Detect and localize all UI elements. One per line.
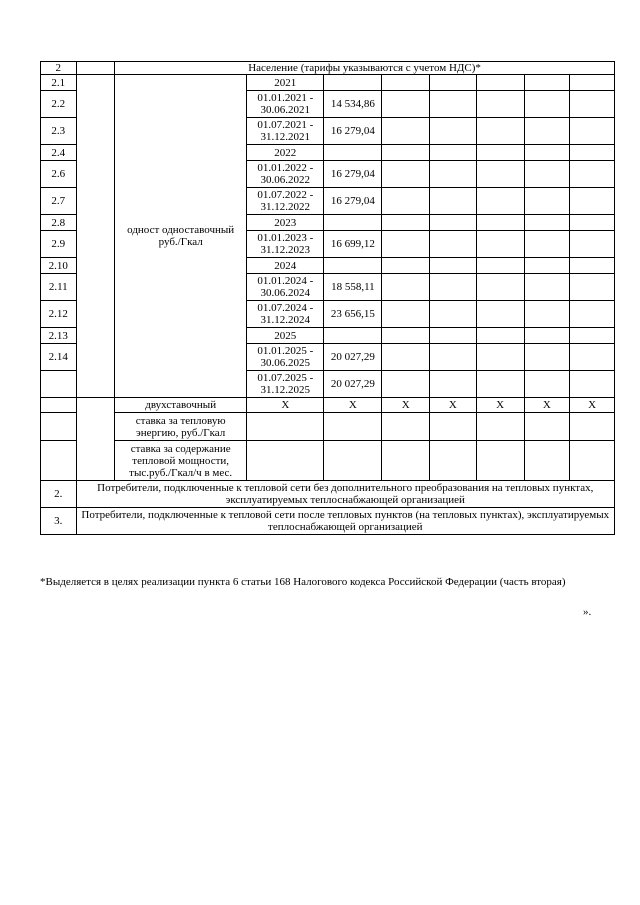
row-number: 2.12 bbox=[41, 301, 77, 328]
empty-cell bbox=[382, 328, 430, 344]
period-year: 2025 bbox=[247, 328, 324, 344]
period-end: 31.12.2025 bbox=[260, 384, 311, 396]
two-rate-row bbox=[41, 398, 615, 413]
tariff-value: 16 699,12 bbox=[324, 231, 382, 258]
empty-cell bbox=[430, 344, 477, 371]
empty-cell bbox=[76, 75, 115, 398]
empty-cell bbox=[247, 413, 324, 441]
empty-cell bbox=[570, 413, 615, 441]
row-number: 2.11 bbox=[41, 274, 77, 301]
empty-cell bbox=[570, 118, 615, 145]
empty-cell bbox=[430, 274, 477, 301]
row-number: 2.8 bbox=[41, 215, 77, 231]
empty-cell bbox=[570, 371, 615, 398]
closing-quote-mark: ». bbox=[583, 606, 592, 618]
period-start: 01.07.2025 - bbox=[257, 372, 314, 384]
period-end: 30.06.2022 bbox=[260, 174, 311, 186]
tariff-value bbox=[324, 328, 382, 344]
period-year: 2021 bbox=[247, 75, 324, 91]
period-start: 01.07.2021 - bbox=[257, 119, 314, 131]
empty-cell bbox=[476, 91, 524, 118]
empty-cell bbox=[430, 215, 477, 231]
section-number: 2. bbox=[41, 481, 77, 508]
row-number: 2.10 bbox=[41, 258, 77, 274]
empty-cell bbox=[476, 215, 524, 231]
empty-cell bbox=[570, 161, 615, 188]
row-number: 2.3 bbox=[41, 118, 77, 145]
empty-cell bbox=[382, 301, 430, 328]
row-number: 2 bbox=[41, 62, 77, 75]
empty-cell bbox=[430, 371, 477, 398]
empty-cell bbox=[382, 371, 430, 398]
period-range bbox=[247, 231, 324, 258]
x-mark: X bbox=[570, 398, 615, 413]
section-2-row bbox=[41, 481, 615, 508]
empty-cell bbox=[570, 231, 615, 258]
empty-cell bbox=[524, 274, 570, 301]
tariff-value: 23 656,15 bbox=[324, 301, 382, 328]
empty-cell bbox=[430, 91, 477, 118]
period-end: 30.06.2024 bbox=[260, 287, 311, 299]
energy-rate-label: ставка за тепловую энергию, руб./Гкал bbox=[115, 413, 247, 441]
empty-cell bbox=[476, 301, 524, 328]
section-3-text: Потребители, подключенные к тепловой сети после тепловых пунктов (на тепловых пунктах), эксплуатируемых теплоснабжающей организацией bbox=[76, 508, 614, 535]
tariff-value: 16 279,04 bbox=[324, 118, 382, 145]
period-range bbox=[247, 301, 324, 328]
empty-cell bbox=[476, 188, 524, 215]
empty-cell bbox=[382, 75, 430, 91]
capacity-rate-label: ставка за содержание тепловой мощности, тыс.руб./Гкал/ч в мес. bbox=[115, 441, 247, 481]
empty-cell bbox=[476, 328, 524, 344]
tariff-value: 18 558,11 bbox=[324, 274, 382, 301]
empty-cell bbox=[476, 371, 524, 398]
empty-cell bbox=[524, 231, 570, 258]
empty-cell bbox=[476, 274, 524, 301]
empty-cell bbox=[324, 441, 382, 481]
row-number: 2.1 bbox=[41, 75, 77, 91]
period-start: 01.07.2024 - bbox=[257, 302, 314, 314]
row-number bbox=[41, 371, 77, 398]
empty-cell bbox=[524, 75, 570, 91]
empty-cell bbox=[430, 75, 477, 91]
empty-cell bbox=[382, 231, 430, 258]
empty-cell bbox=[524, 344, 570, 371]
population-header-row bbox=[41, 62, 615, 75]
population-header-title: Население (тарифы указываются с учетом НДС)* bbox=[115, 62, 615, 75]
empty-cell bbox=[524, 258, 570, 274]
row-number: 2.4 bbox=[41, 145, 77, 161]
row-number: 2.6 bbox=[41, 161, 77, 188]
period-year: 2023 bbox=[247, 215, 324, 231]
x-mark: X bbox=[247, 398, 324, 413]
period-range bbox=[247, 188, 324, 215]
empty-cell bbox=[476, 258, 524, 274]
empty-cell bbox=[524, 118, 570, 145]
tariff-value bbox=[324, 145, 382, 161]
empty-cell bbox=[382, 258, 430, 274]
empty-cell bbox=[324, 413, 382, 441]
row-number: 2.13 bbox=[41, 328, 77, 344]
empty-cell bbox=[382, 118, 430, 145]
x-mark: X bbox=[476, 398, 524, 413]
period-end: 30.06.2025 bbox=[260, 357, 311, 369]
empty-cell bbox=[476, 231, 524, 258]
empty-cell bbox=[524, 161, 570, 188]
empty-cell bbox=[247, 441, 324, 481]
empty-cell bbox=[382, 161, 430, 188]
empty-cell bbox=[524, 413, 570, 441]
empty-cell bbox=[382, 145, 430, 161]
period-range bbox=[247, 371, 324, 398]
empty-cell bbox=[382, 91, 430, 118]
x-mark: X bbox=[524, 398, 570, 413]
empty-cell bbox=[476, 75, 524, 91]
period-range bbox=[247, 274, 324, 301]
period-end: 31.12.2022 bbox=[260, 201, 311, 213]
period-start: 01.01.2025 - bbox=[257, 345, 314, 357]
period-range bbox=[247, 118, 324, 145]
tariff-value: 20 027,29 bbox=[324, 371, 382, 398]
period-end: 31.12.2024 bbox=[260, 314, 311, 326]
period-year: 2022 bbox=[247, 145, 324, 161]
empty-cell bbox=[570, 215, 615, 231]
empty-cell bbox=[430, 441, 477, 481]
empty-cell bbox=[570, 188, 615, 215]
section-3-row bbox=[41, 508, 615, 535]
empty-cell bbox=[570, 91, 615, 118]
empty-cell bbox=[76, 398, 115, 481]
empty-cell bbox=[570, 441, 615, 481]
period-end: 30.06.2021 bbox=[260, 104, 311, 116]
empty-cell bbox=[476, 413, 524, 441]
empty-cell bbox=[570, 274, 615, 301]
empty-cell bbox=[382, 188, 430, 215]
empty-cell bbox=[524, 328, 570, 344]
empty-cell bbox=[476, 145, 524, 161]
empty-cell bbox=[524, 145, 570, 161]
period-year: 2024 bbox=[247, 258, 324, 274]
empty-cell bbox=[476, 161, 524, 188]
empty-cell bbox=[570, 328, 615, 344]
empty-cell bbox=[570, 258, 615, 274]
empty-cell bbox=[476, 118, 524, 145]
empty-cell bbox=[524, 215, 570, 231]
empty-cell bbox=[382, 441, 430, 481]
empty-cell bbox=[524, 371, 570, 398]
empty-cell bbox=[524, 441, 570, 481]
year-row bbox=[41, 75, 615, 91]
tariff-value: 16 279,04 bbox=[324, 161, 382, 188]
period-end: 31.12.2021 bbox=[260, 131, 311, 143]
section-2-text: Потребители, подключенные к тепловой сети без дополнительного преобразования на тепловых пунктах, эксплуатируемых теплоснабжающей организацией bbox=[76, 481, 614, 508]
empty-cell bbox=[430, 188, 477, 215]
empty-cell bbox=[382, 344, 430, 371]
energy-rate-row bbox=[41, 413, 615, 441]
empty-cell bbox=[382, 215, 430, 231]
empty-cell bbox=[524, 91, 570, 118]
empty-cell bbox=[570, 145, 615, 161]
empty-cell bbox=[41, 441, 77, 481]
tariff-table bbox=[40, 61, 615, 535]
empty-cell bbox=[430, 301, 477, 328]
empty-cell bbox=[430, 118, 477, 145]
x-mark: X bbox=[324, 398, 382, 413]
row-number: 2.14 bbox=[41, 344, 77, 371]
vat-footnote: *Выделяется в целях реализации пункта 6 статьи 168 Налогового кодекса Российской Федерации (часть вторая) bbox=[40, 576, 566, 588]
empty-cell bbox=[430, 145, 477, 161]
row-number: 2.9 bbox=[41, 231, 77, 258]
empty-cell bbox=[430, 328, 477, 344]
row-number: 2.2 bbox=[41, 91, 77, 118]
period-start: 01.01.2021 - bbox=[257, 92, 314, 104]
tariff-value: 20 027,29 bbox=[324, 344, 382, 371]
empty-cell bbox=[524, 301, 570, 328]
period-end: 31.12.2023 bbox=[260, 244, 311, 256]
period-start: 01.01.2024 - bbox=[257, 275, 314, 287]
section-number: 3. bbox=[41, 508, 77, 535]
empty-cell bbox=[382, 274, 430, 301]
tariff-value bbox=[324, 215, 382, 231]
period-start: 01.07.2022 - bbox=[257, 189, 314, 201]
empty-cell bbox=[382, 413, 430, 441]
period-range bbox=[247, 91, 324, 118]
empty-cell bbox=[570, 301, 615, 328]
empty-cell bbox=[570, 344, 615, 371]
empty-cell bbox=[41, 398, 77, 413]
empty-cell bbox=[476, 441, 524, 481]
two-rate-label: двухставочный bbox=[115, 398, 247, 413]
empty-cell bbox=[476, 344, 524, 371]
empty-cell bbox=[41, 413, 77, 441]
tariff-value bbox=[324, 75, 382, 91]
empty-cell bbox=[430, 413, 477, 441]
empty-cell bbox=[430, 161, 477, 188]
tariff-value: 16 279,04 bbox=[324, 188, 382, 215]
empty-cell bbox=[76, 62, 115, 75]
empty-cell bbox=[430, 258, 477, 274]
one-rate-label: одност одноставочный руб./Гкал bbox=[115, 75, 247, 398]
period-start: 01.01.2023 - bbox=[257, 232, 314, 244]
empty-cell bbox=[570, 75, 615, 91]
tariff-value: 14 534,86 bbox=[324, 91, 382, 118]
period-range bbox=[247, 161, 324, 188]
empty-cell bbox=[524, 188, 570, 215]
period-start: 01.01.2022 - bbox=[257, 162, 314, 174]
tariff-value bbox=[324, 258, 382, 274]
x-mark: X bbox=[430, 398, 477, 413]
period-range bbox=[247, 344, 324, 371]
empty-cell bbox=[430, 231, 477, 258]
row-number: 2.7 bbox=[41, 188, 77, 215]
capacity-rate-row bbox=[41, 441, 615, 481]
x-mark: X bbox=[382, 398, 430, 413]
